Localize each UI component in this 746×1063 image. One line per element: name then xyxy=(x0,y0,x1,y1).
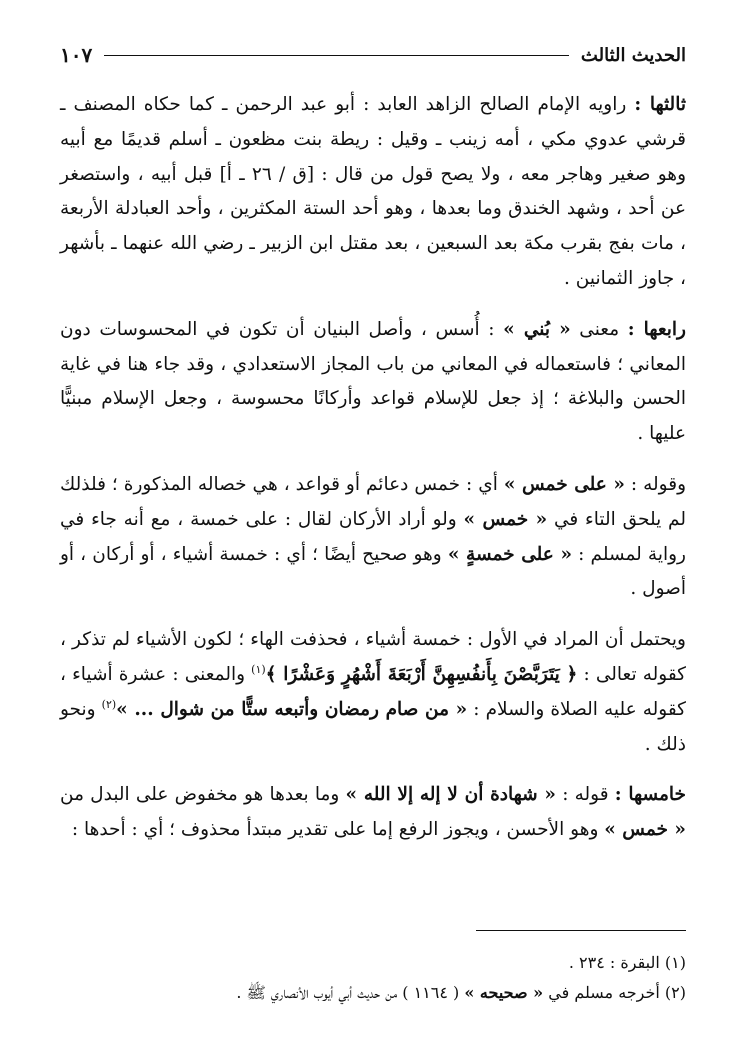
footnote-text: ( ١١٦٤ ) من حديث أبي أيوب الأنصاري ﷺ . xyxy=(236,983,465,1002)
paragraph-text: وما بعدها هو مخفوض على البدل من xyxy=(60,784,346,806)
footnote-separator xyxy=(476,930,686,931)
quoted-term: « شهادة أن لا إله إلا الله » xyxy=(345,784,556,806)
quran-verse: ﴿ يَتَرَبَّصْنَ بِأَنفُسِهِنَّ أَرْبَعَةَ أَشْهُرٍ وَعَشْرًا ﴾ xyxy=(265,663,578,685)
paragraph-text: ونحو ذلك . xyxy=(60,698,686,755)
paragraph-lead: رابعها : xyxy=(627,318,686,340)
footnote-1: (١) البقرة : ٢٣٤ . xyxy=(568,953,686,972)
paragraph-text: قوله : xyxy=(556,784,615,806)
footnote-ref-2[interactable]: (٢) xyxy=(101,697,117,711)
paragraph-qawluhu xyxy=(60,468,686,607)
header-rule xyxy=(104,55,569,56)
paragraph-text: راويه الإمام الصالح الزاهد العابد : أبو عبد الرحمن ـ كما حكاه المصنف ـ قرشي عدوي مكي ، أمه زينب ـ وقيل : ريطة بنت مظعون ـ أسلم قديمًا مع أبيه وهو صغير وهاجر معه ، ولا يصح قول من قال : [ق / ٢٦ ـ أ] قبل أبيه ، واستصغر عن أحد ، وشهد الخندق وما بعدها ، وهو أحد الستة المكثرين ، وأحد العبادلة الأربعة ، مات بفج بقرب مكة بعد السبعين ، بعد مقتل ابن الزبير ـ رضي الله عنهما ـ بأشهر ، جاوز الثمانين . xyxy=(60,94,686,289)
hadith-quote: « من صام رمضان وأتبعه ستًّا من شوال ... » xyxy=(116,698,468,720)
footnote-ref-1[interactable]: (١) xyxy=(251,662,266,676)
page-body xyxy=(60,88,686,864)
paragraph-lead: ثالثها : xyxy=(634,94,686,115)
paragraph-text: : أُسس ، وأصل البنيان أن تكون في المحسوسات دون المعاني ؛ فاستعماله في المعاني من باب المجاز الاستعدادي ، وقد جاء هنا في غاية الحسن والبلاغة ؛ إذ جعل للإسلام قواعد وأركانًا محسوسة ، وجعل الإسلام مبنيًّا عليها . xyxy=(60,318,686,445)
paragraph-yahtamil xyxy=(60,623,686,762)
footnote-text: (٢) أخرجه مسلم في xyxy=(543,983,686,1002)
page-header xyxy=(60,40,686,70)
page-number: ١٠٧ xyxy=(60,43,93,67)
paragraph-text: وقوله : xyxy=(624,473,687,495)
paragraph-lead: خامسها : xyxy=(614,784,686,806)
paragraph-text: ولو أراد الأركان لقال : على خمسة ، مع أنه جاء في رواية لمسلم : xyxy=(60,508,686,565)
quoted-term: « بُني » xyxy=(503,318,571,340)
footnote-2 xyxy=(60,978,686,1008)
paragraph-text: أي : خمس دعائم أو قواعد ، هي خصاله المذكورة ؛ فلذلك لم يلحق التاء في xyxy=(60,473,686,530)
quoted-term: « على خمس » xyxy=(503,473,625,495)
paragraph-text: والمعنى : عشرة أشياء ، كقوله عليه الصلاة والسلام : xyxy=(60,663,686,720)
quoted-term: « خمس » xyxy=(604,819,686,841)
paragraph-third xyxy=(60,88,686,297)
footnote-book-title: « صحيحه » xyxy=(464,983,544,1002)
quoted-term: « خمس » xyxy=(463,508,548,530)
footnotes xyxy=(60,948,686,1008)
book-page xyxy=(60,0,686,1063)
paragraph-text: وهو صحيح أيضًا ؛ أي : خمسة أشياء ، أو أركان ، أو أصول . xyxy=(60,543,686,600)
paragraph-text: وهو الأحسن ، ويجوز الرفع إما على تقدير مبتدأ محذوف ؛ أي : أحدها : xyxy=(71,819,605,841)
quoted-term: « على خمسةٍ » xyxy=(447,543,573,565)
paragraph-fourth xyxy=(60,313,686,452)
paragraph-text: ويحتمل أن المراد في الأول : خمسة أشياء ، فحذفت الهاء ؛ لكون الأشياء لم تذكر ، كقوله تعالى : xyxy=(60,629,686,685)
paragraph-text: معنى xyxy=(570,318,628,340)
running-title: الحديث الثالث xyxy=(580,44,686,66)
paragraph-fifth xyxy=(60,778,686,848)
